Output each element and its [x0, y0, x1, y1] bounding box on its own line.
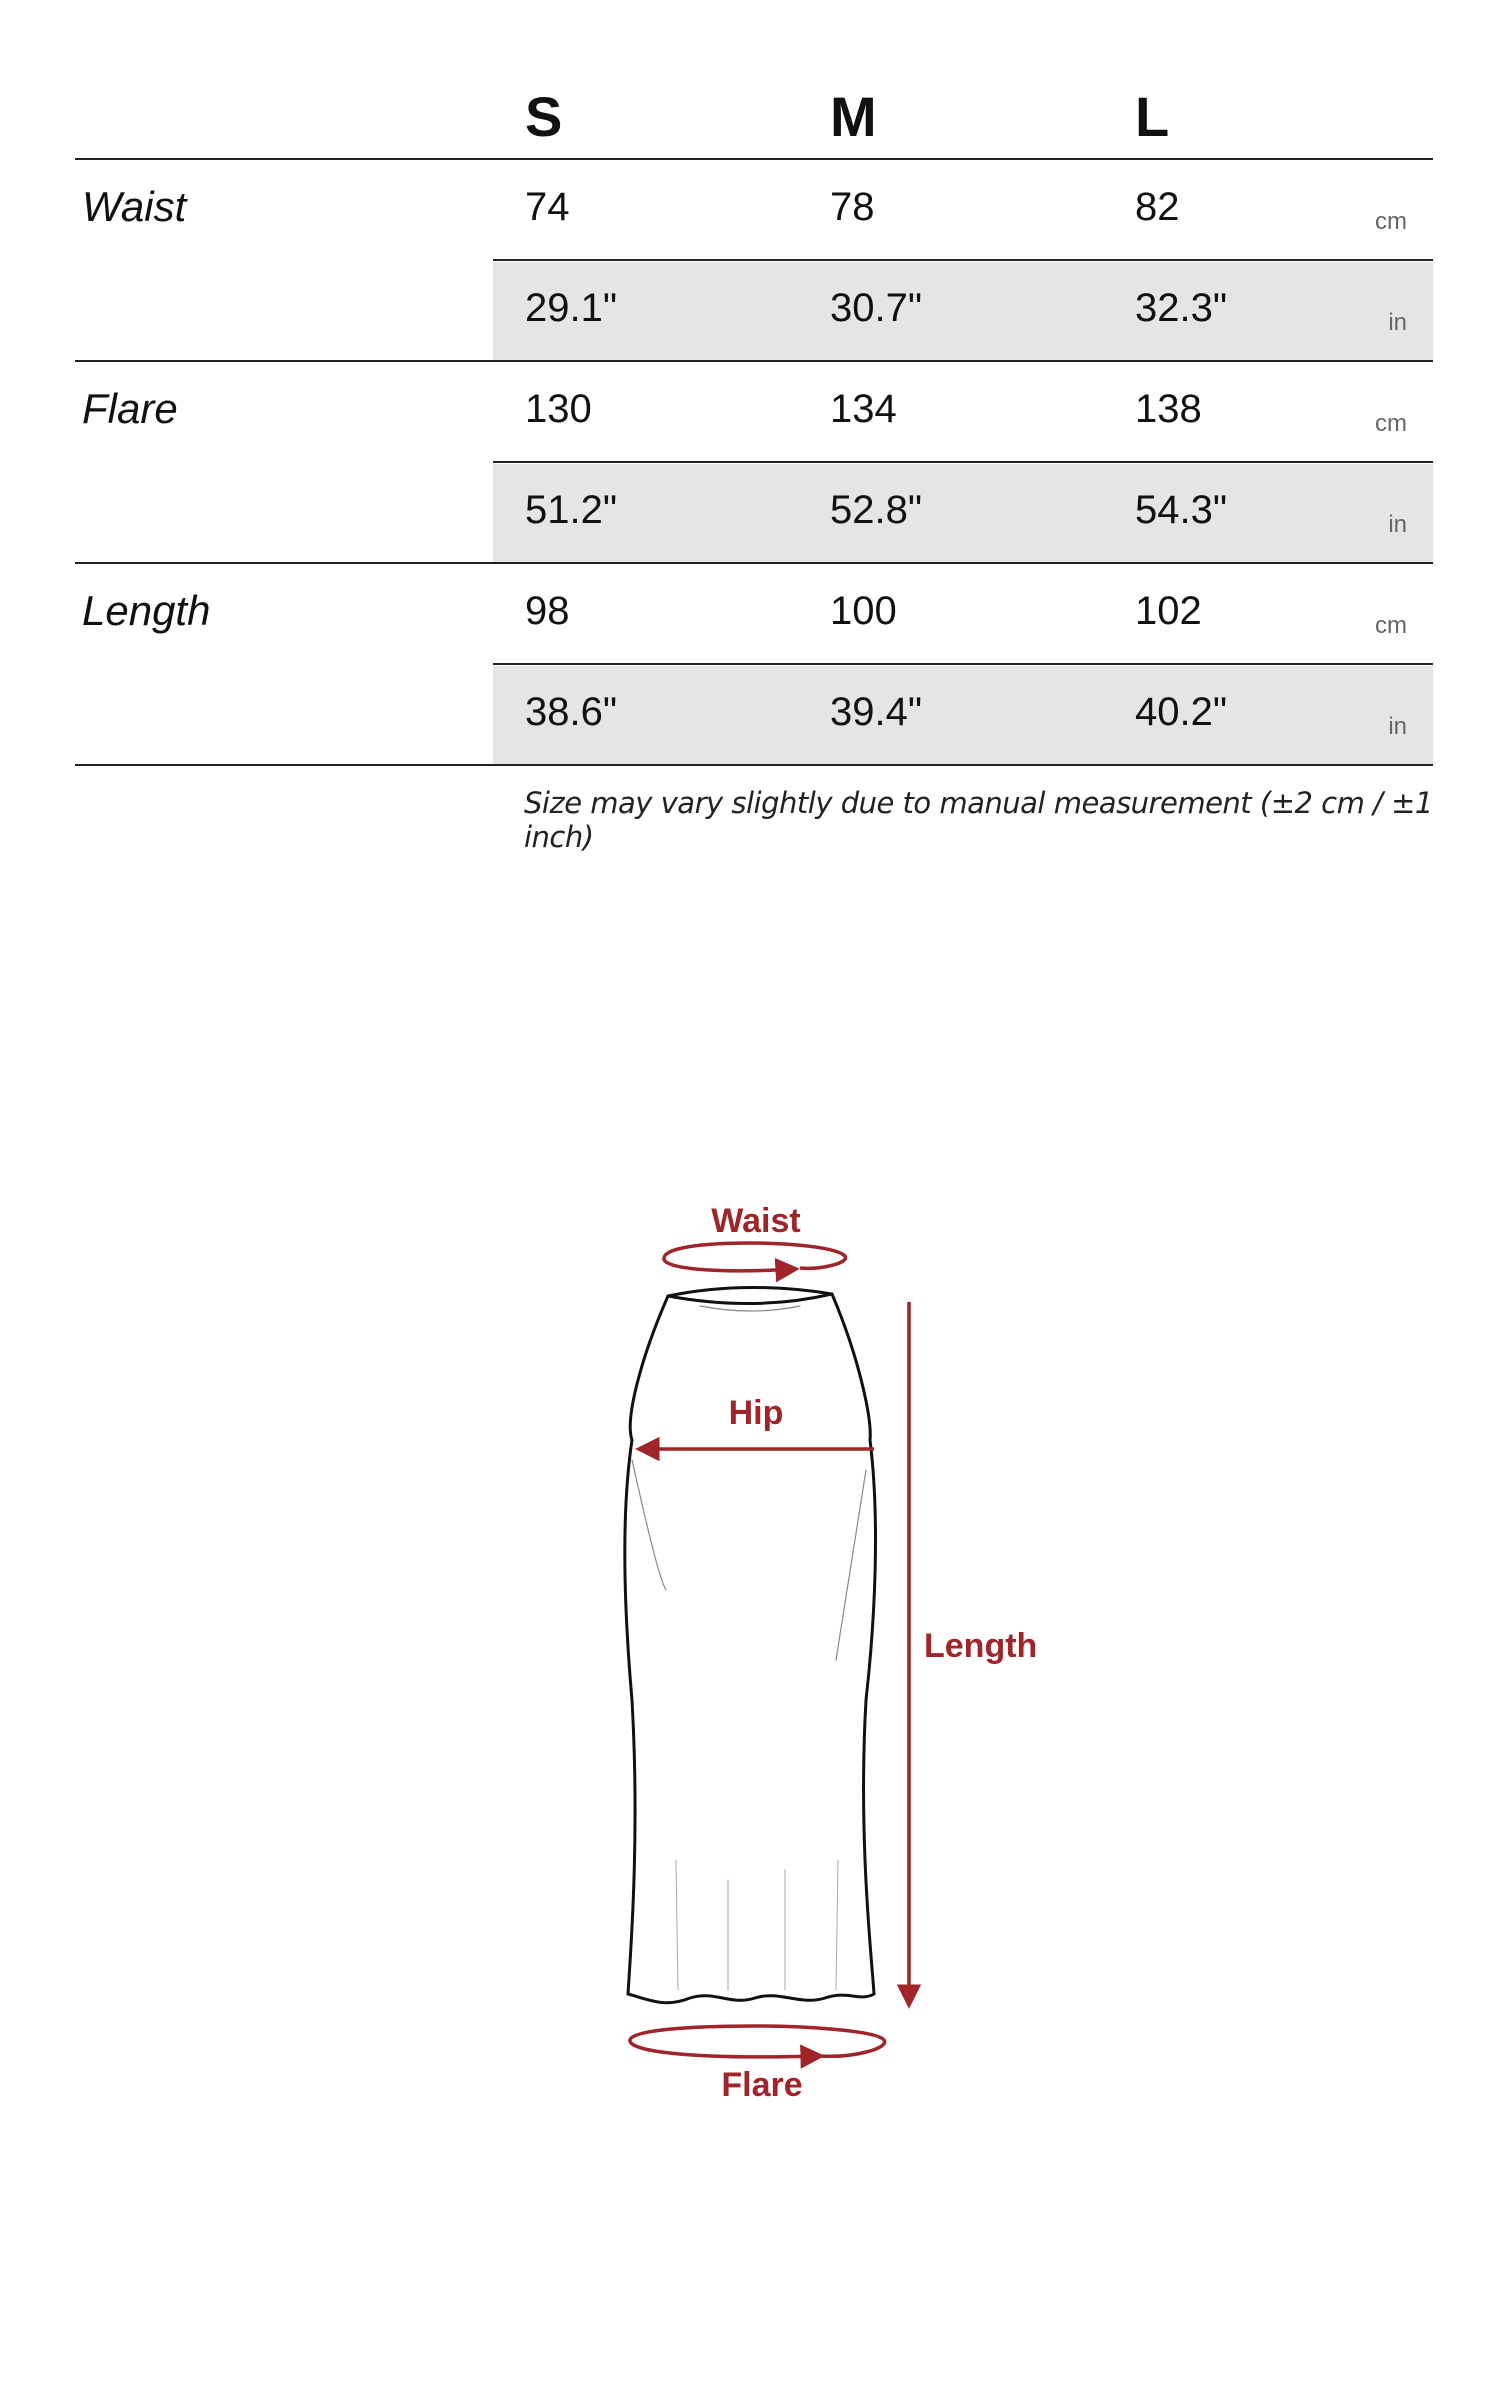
row-label-flare: Flare	[82, 385, 178, 432]
unit-cm: cm	[1375, 612, 1407, 639]
waist-l-in: 32.3"	[1135, 286, 1228, 330]
label-hip: Hip	[728, 1394, 784, 1432]
flare-m-in: 52.8"	[830, 488, 923, 532]
unit-cm: cm	[1375, 208, 1407, 235]
flare-l-cm: 138	[1135, 387, 1202, 431]
flare-m-cm: 134	[830, 387, 897, 431]
flare-s-cm: 130	[525, 387, 592, 431]
flare-l-in: 54.3"	[1135, 488, 1228, 532]
label-flare: Flare	[721, 2066, 803, 2104]
waist-s-in: 29.1"	[525, 286, 618, 330]
label-waist: Waist	[711, 1202, 801, 1240]
length-l-in: 40.2"	[1135, 690, 1228, 734]
waist-l-cm: 82	[1135, 185, 1180, 229]
length-l-cm: 102	[1135, 589, 1202, 633]
length-s-cm: 98	[525, 589, 570, 633]
unit-in: in	[1388, 511, 1407, 538]
unit-cm: cm	[1375, 410, 1407, 437]
label-length: Length	[924, 1627, 1038, 1665]
size-header-m: M	[830, 85, 877, 148]
measurement-note: Size may vary slightly due to manual measurement (±2 cm / ±1 inch)	[524, 786, 1433, 854]
length-m-in: 39.4"	[830, 690, 923, 734]
waist-m-in: 30.7"	[830, 286, 923, 330]
length-m-cm: 100	[830, 589, 897, 633]
size-header-l: L	[1135, 85, 1170, 148]
flare-s-in: 51.2"	[525, 488, 618, 532]
row-label-waist: Waist	[82, 183, 187, 230]
unit-in: in	[1388, 713, 1407, 740]
length-s-in: 38.6"	[525, 690, 618, 734]
row-label-length: Length	[82, 587, 211, 634]
waist-s-cm: 74	[525, 185, 570, 229]
waist-m-cm: 78	[830, 185, 875, 229]
waist-arrow-icon	[664, 1243, 846, 1271]
flare-arrow-icon	[630, 2026, 885, 2057]
size-header-s: S	[525, 85, 563, 148]
unit-in: in	[1388, 309, 1407, 336]
